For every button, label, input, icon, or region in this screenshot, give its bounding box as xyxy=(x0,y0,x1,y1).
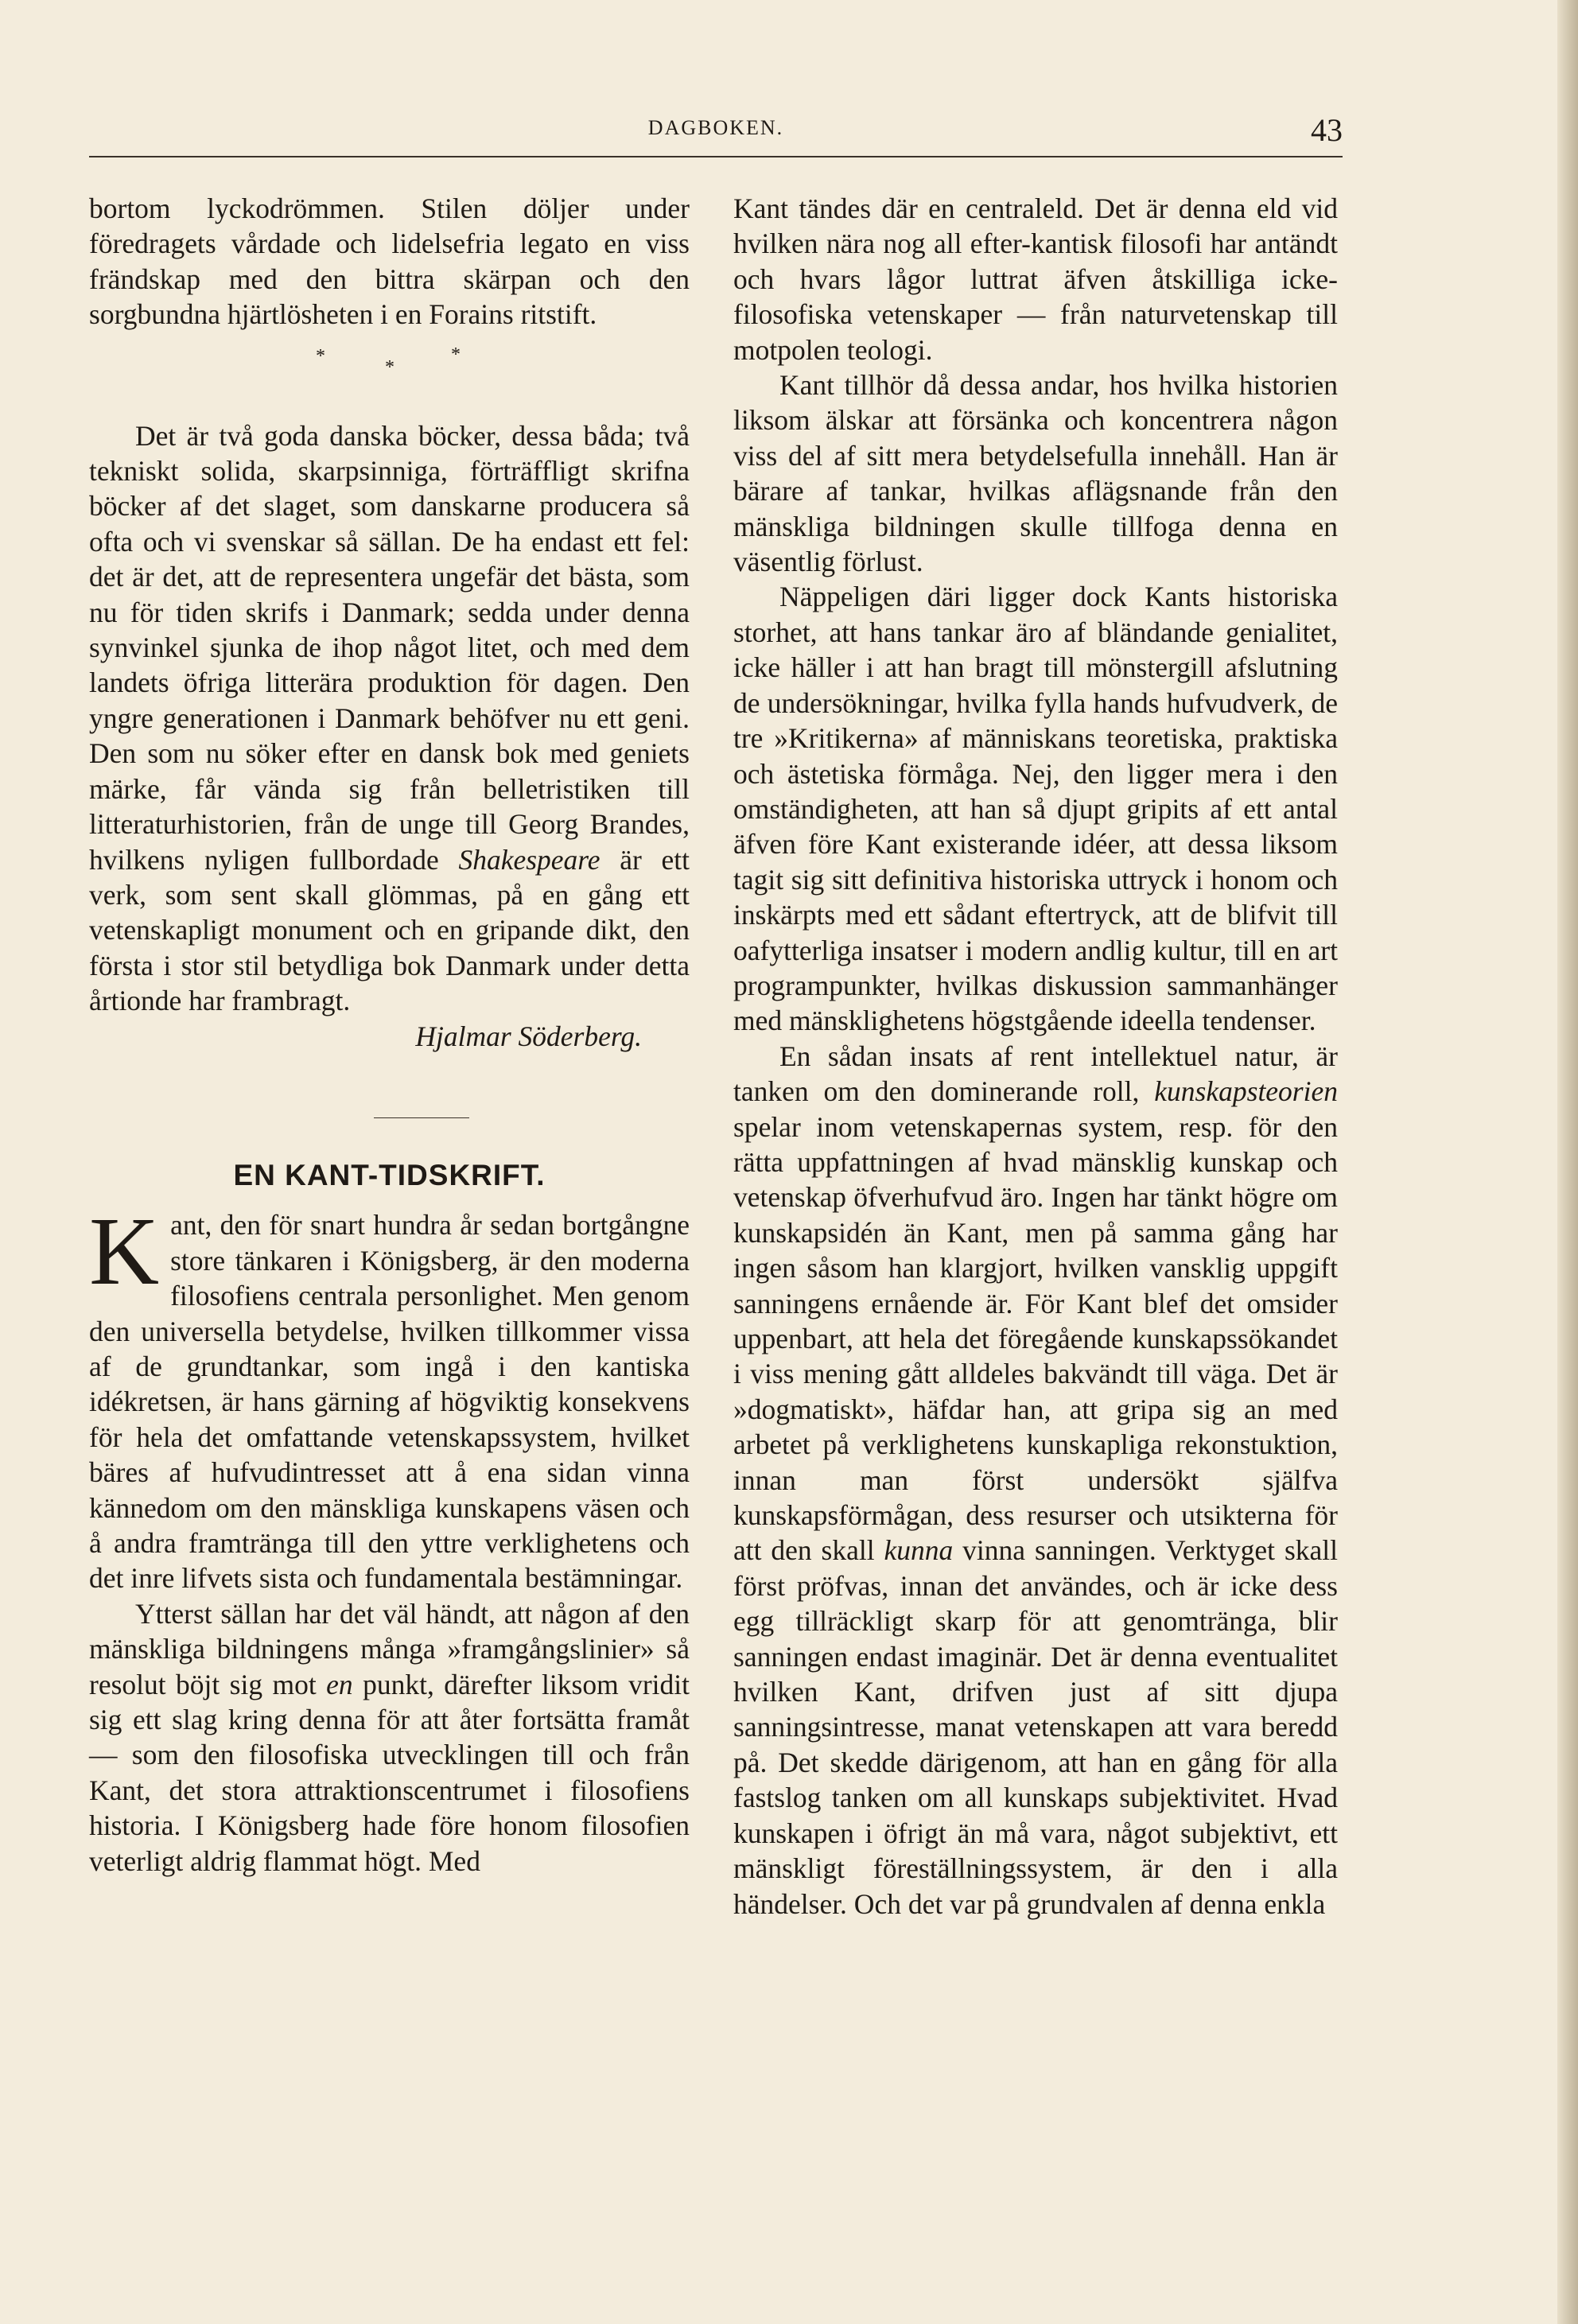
text-run: ant, den för snart hundra år sedan bortgångne store tänkaren i Königsberg, är den moderna filosofiens centrala personlighet. Men genom den universella betydelse, hvilken tillkommer vissa af de grundtankar, som ingå i den kantiska idékretsen, är hans gärning af högviktig konsekvens för hela det omfattande vetenskapssystem, hvilket bäres af hufvudintresset att å ena sidan vinna kännedom om den mänskliga kunskapens väsen och å andra framtränga till den yttre verklighetens och det inre lifvets sista och fundamentala bestämningar. xyxy=(89,1209,690,1595)
italic-word: en xyxy=(326,1668,353,1700)
paragraph xyxy=(89,1596,690,1879)
italic-title: Shakespeare xyxy=(458,843,600,876)
paragraph xyxy=(733,1039,1338,1922)
italic-term: kunskapsteorien xyxy=(1154,1075,1338,1108)
text-run: spelar inom vetenskapernas system, resp. för den rätta uppfattningen af hvad mänsklig kunskap och vetenskap öfverhufvud äro. Ingen har tänkt högre om kunskapsidén än Kant, men på samma gång har ingen såsom han klargjort, hvilken vansklig uppgift sanningens ernående är. För Kant blef det omsider uppenbart, att hela det föregående kunskapssökandet i viss mening gått alldeles bakvändt till väga. Det är »dogmatiskt», häfdar han, att gripa sig an med arbetet på verklighetens kunskapliga rekonstuktion, innan man först undersökt själfva kunskapsförmågan, dess resurser och utsikterna för att den skall xyxy=(733,1110,1338,1567)
section-divider xyxy=(374,1117,469,1118)
asterisk: * xyxy=(451,344,461,365)
running-title: DAGBOKEN. xyxy=(647,116,784,139)
italic-word: kunna xyxy=(884,1534,954,1567)
asterisk: * xyxy=(385,356,394,378)
text-run: Det är två goda danska böcker, dessa båda; två tekniskt solida, skarpsinniga, förträffligt skrifna böcker af det slaget, som danskarne producera så ofta och vi svenskar så sällan. De ha endast ett fel: det är det, att de representera ungefär det bästa, som nu för tiden skrifs i Danmark; sedda under denna synvinkel sjunka de ihop något litet, och med dem landets öfriga litterära produktion för dagen. Den yngre generationen i Danmark behöfver nu ett geni. Den som nu söker efter en dansk bok med geniets märke, får vända sig från belletristiken till litteraturhistorien, från de unge till Georg Brandes, hvilkens nyligen fullbordade xyxy=(89,419,690,876)
header-rule xyxy=(89,156,1343,157)
page-edge-shadow xyxy=(1557,0,1578,2324)
paragraph: Kant tillhör då dessa andar, hos hvilka historien liksom älskar att försänka och koncentrera någon viss del af sitt mera betydelsefulla innehåll. Han är bärare af tankar, hvilkas aflägsnande från den mänskliga bildningen skulle tillfoga denna en väsentlig förlust. xyxy=(733,369,1338,578)
paragraph xyxy=(89,418,690,1019)
text-run: punkt, därefter liksom vridit sig ett slag kring denna för att åter fortsätta framåt — som den filosofiska utvecklingen till och från Kant, det stora attraktionscentrumet i filosofiens historia. I Königsberg hade före honom filosofien veterligt aldrig flammat högt. Med xyxy=(89,1668,690,1877)
text-run: Ytterst sällan har det väl händt, att någon af den mänskliga bildningens många »framgångslinier» så resolut böjt sig mot xyxy=(89,1597,690,1700)
paragraph xyxy=(89,1198,690,1595)
drop-cap: K xyxy=(89,1198,160,1306)
right-column xyxy=(733,191,1338,1922)
paragraph: Näppeligen däri ligger dock Kants historiska storhet, att hans tankar äro af bländande genialitet, icke häller i att han bragt till mönstergill afslutning de undersökningar, hvilka fylla hands hufvudverk, de tre »Kritikerna» af människans teoretiska, praktiska och ästetiska förmåga. Nej, den ligger mera i den omständigheten, att han så djupt gripits af ett antal äfven före Kant existerande idéer, att dessa liksom tagit sig sitt definitiva historiska uttryck i honom och inskärpts med ett sådant eftertryck, att de blifvit till oafytterliga insatser i modern andlig kultur, till en art programpunkter, hvilkas diskussion sammanhänger med mänsklighetens högstgående ideella tendenser. xyxy=(733,581,1338,1037)
page-number: 43 xyxy=(1311,112,1343,148)
page-header xyxy=(89,111,1343,156)
section-title: EN KANT-TIDSKRIFT. xyxy=(233,1158,546,1191)
paragraph: bortom lyckodrömmen. Stilen döljer under föredragets vårdade och lidelsefria legato en viss frändskap med den bittra skärpan och den sorgbundna hjärtlösheten i en Forains ritstift. xyxy=(89,192,690,331)
section-break-asterisks xyxy=(89,332,690,418)
text-run: vinna sanningen. Verktyget skall först pröfvas, innan det användes, och är icke dess egg tillräckligt skarp för att genomtränga, blir sanningen endast imaginär. Det är denna eventualitet hvilken Kant, drifven just af sitt djupa sanningsintresse, manat vetenskapen att vara beredd på. Det skedde därigenom, att han en gång för alla fastslog tanken om all kunskaps subjektivitet. Hvad kunskapen i öfrigt än må vara, något subjektivt, ett mänskligt föreställningssystem, är den i alla händelser. Och det var på grundvalen af denna enkla xyxy=(733,1534,1338,1920)
text-run: är ett verk, som sent skall glömmas, på en gång ett vetenskapligt monument och en gripande dikt, den första i stor stil betydliga bok Danmark under detta årtionde har frambragt. xyxy=(89,843,690,1017)
author-signature: Hjalmar Söderberg. xyxy=(415,1020,642,1052)
text-run: En sådan insats af rent intellektuel natur, är tanken om den dominerande roll, xyxy=(733,1040,1338,1108)
paragraph: Kant tändes där en centraleld. Det är denna eld vid hvilken nära nog all efter-kantisk filosofi har antändt och hvars lågor luttrat äfven åtskilliga icke-filosofiska vetenskaper — från naturvetenskap till motpolen teologi. xyxy=(733,192,1338,366)
asterisk: * xyxy=(316,345,325,367)
left-column xyxy=(89,191,690,1879)
